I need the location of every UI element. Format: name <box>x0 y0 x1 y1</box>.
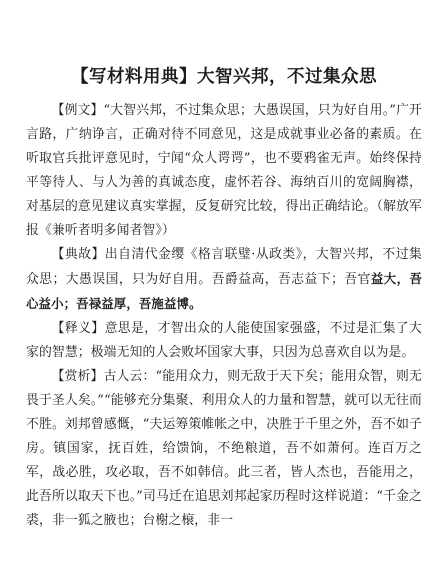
meaning-text: 意思是，才智出众的人能使国家强盛，不过是汇集了大家的智慧；极端无知的人会败坏国家大事，只因为总喜欢自以为是。 <box>26 321 422 360</box>
example-tag: 【例文】 <box>51 103 104 118</box>
analysis-text: 古人云：“能用众力，则无敌于天下矣；能用众智，则无畏于圣人矣。”“能够充分集聚、利用众人的力量和智慧，就可以无往而不胜。刘邦曾感慨，“夫运筹策帷帐之中，决胜于千里之外，吾不如子房。镇国家，抚百姓，给馈饷，不绝粮道，吾不如萧何。连百万之军，战必胜，攻必取，吾不如韩信。此三者，皆人杰也，吾能用之，此吾所以取天下也。”司马迁在追思刘邦起家历程时这样说道：“千金之裘，非一狐之腋也；台榭之榱，非一 <box>26 369 422 528</box>
analysis-paragraph <box>26 365 422 533</box>
example-text: “大智兴邦，不过集众思；大愚误国，只为好自用。”广开言路，广纳诤言，正确对待不同意见，这是成就事业必备的素质。在听取官兵批评意见时，宁闻“众人谔谔”，也不要鸦雀无声。始终保持平等待人、与人为善的真诚态度，虚怀若谷、海纳百川的宽阔胸襟，对基层的意见建议真实掌握，反复研究比较，得出正确结论。（解放军报《兼听者明多闻者智》） <box>26 103 422 238</box>
source-bold-text: 益大，吾心益小；吾禄益厚，吾施益博。 <box>26 271 422 311</box>
source-paragraph <box>26 243 422 317</box>
analysis-tag: 【赏析】 <box>51 369 104 384</box>
source-tag: 【典故】 <box>51 247 105 262</box>
meaning-tag: 【释义】 <box>51 321 105 336</box>
article-title: 【写材料用典】大智兴邦，不过集众思 <box>71 67 377 87</box>
meaning-paragraph <box>26 317 422 365</box>
source-text: 出自清代金缨《格言联璧·从政类》，大智兴邦，不过集众思；大愚误国，只为好自用。吾爵益高，吾志益下；吾官 <box>26 247 422 287</box>
example-paragraph <box>26 99 422 243</box>
